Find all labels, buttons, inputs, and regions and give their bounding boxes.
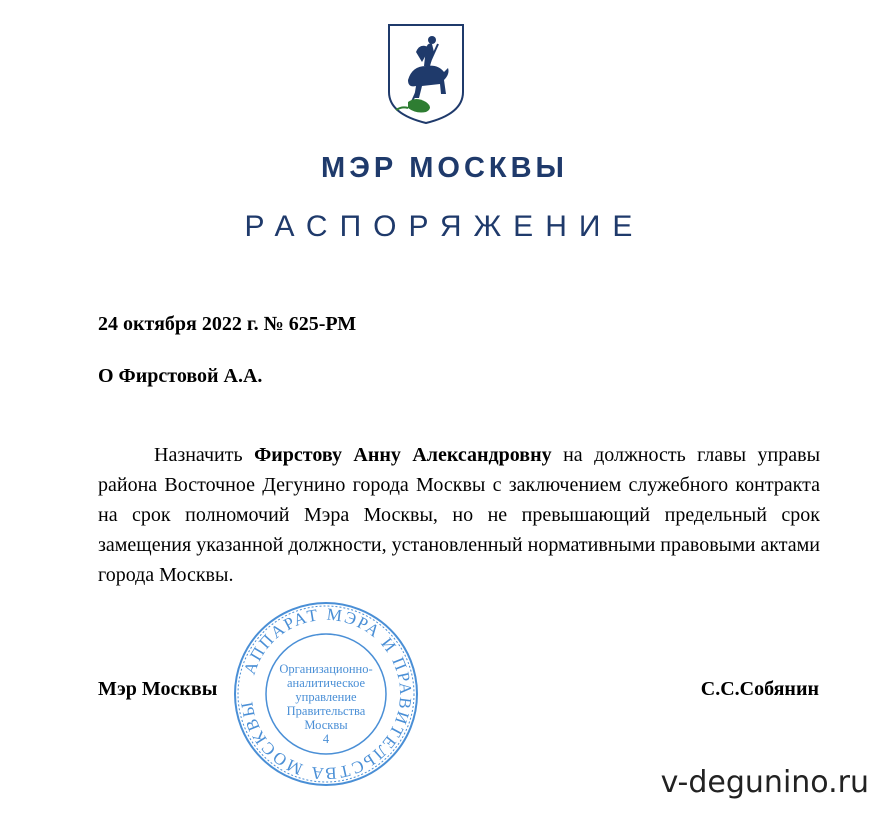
document-type-title: РАСПОРЯЖЕНИЕ: [244, 210, 645, 243]
moscow-coat-of-arms-icon: [386, 22, 466, 126]
signatory-position: Мэр Москвы: [98, 678, 218, 700]
signatory-name: С.С.Собянин: [700, 678, 819, 700]
body-rest: на должность главы управы района Восточное Дегунино города Москвы с заключением служебного контракта на срок полномочий Мэра Москвы, но не превышающий предельный срок замещения указанной должности, установленный нормативными правовыми актами города Москвы.: [98, 444, 821, 586]
appointee-name: Фирстову Анну Александровну: [254, 444, 552, 466]
mayor-title: МЭР МОСКВЫ: [321, 152, 568, 184]
seal-center-text: Организационно- аналитическое управление Правительства Москвы 4: [279, 662, 373, 746]
order-body: [98, 440, 820, 590]
site-watermark: v-degunino.ru: [660, 765, 869, 800]
seal-ring-text: АППАРАТ МЭРА И ПРАВИТЕЛЬСТВА МОСКВЫ: [236, 604, 416, 784]
document-subject: О Фирстовой А.А.: [98, 365, 263, 387]
date-and-number: 24 октября 2022 г. № 625-РМ: [98, 313, 357, 335]
body-start: Назначить: [154, 444, 255, 466]
